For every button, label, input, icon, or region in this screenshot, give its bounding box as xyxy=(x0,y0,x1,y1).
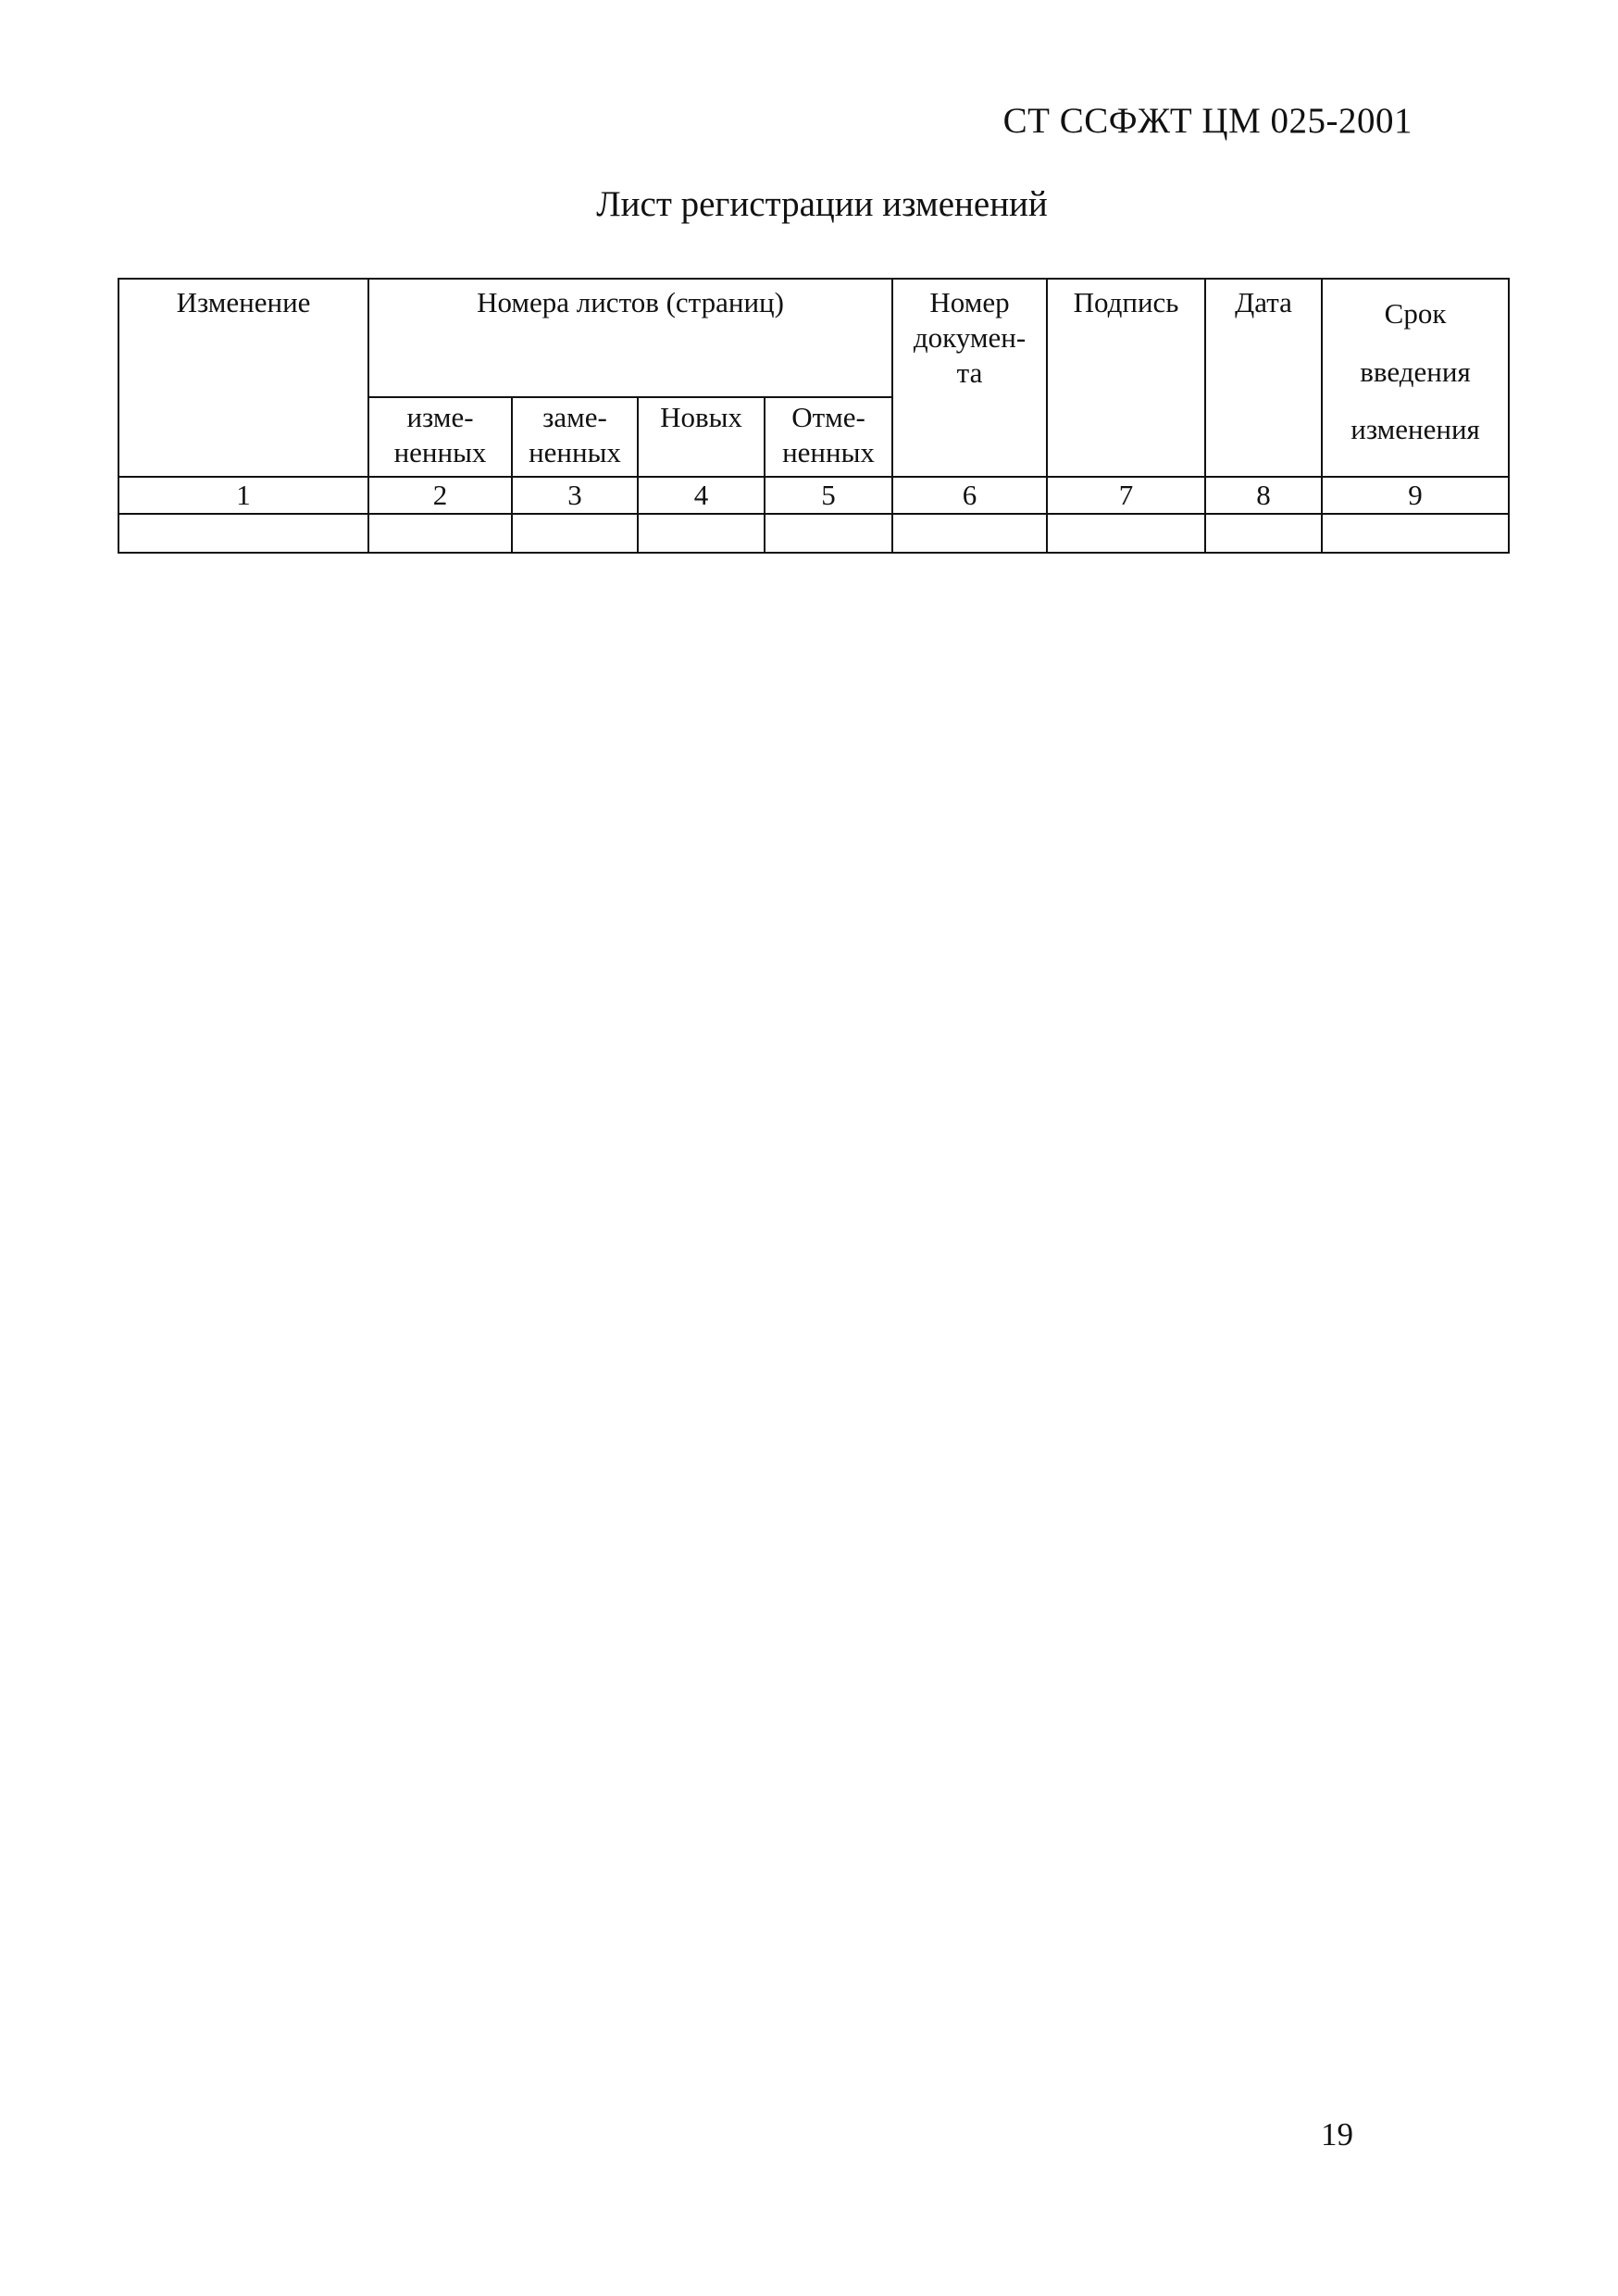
table-cell xyxy=(1047,514,1205,553)
column-number-cell: 7 xyxy=(1047,477,1205,514)
column-header-change: Изменение xyxy=(118,279,368,477)
table-cell xyxy=(118,514,368,553)
table-row xyxy=(118,514,1509,553)
page-title: Лист регистрации изменений xyxy=(596,184,1048,224)
column-header-effective-date: Срок введения изменения xyxy=(1322,279,1509,477)
column-header-sheet-numbers: Номера листов (страниц) xyxy=(368,279,892,397)
column-number-cell: 5 xyxy=(765,477,892,514)
subheader-changed: изме- ненных xyxy=(368,397,512,477)
page-number: 19 xyxy=(1321,2116,1353,2152)
column-number-cell: 6 xyxy=(892,477,1047,514)
subheader-new: Новых xyxy=(638,397,765,477)
column-number-cell: 2 xyxy=(368,477,512,514)
table-cell xyxy=(765,514,892,553)
table-cell xyxy=(1322,514,1509,553)
subheader-cancelled: Отме- ненных xyxy=(765,397,892,477)
column-number-cell: 8 xyxy=(1205,477,1322,514)
column-number-cell: 4 xyxy=(638,477,765,514)
column-header-document-number: Номер докумен- та xyxy=(892,279,1047,477)
subheader-replaced: заме- ненных xyxy=(512,397,638,477)
column-number-row xyxy=(118,477,1509,514)
column-number-cell: 1 xyxy=(118,477,368,514)
table-cell xyxy=(1205,514,1322,553)
table-cell xyxy=(892,514,1047,553)
table-cell xyxy=(368,514,512,553)
column-number-cell: 3 xyxy=(512,477,638,514)
change-registration-table xyxy=(118,278,1510,554)
column-number-cell: 9 xyxy=(1322,477,1509,514)
table-cell xyxy=(512,514,638,553)
column-header-date: Дата xyxy=(1205,279,1322,477)
document-code: СТ ССФЖТ ЦМ 025-2001 xyxy=(1002,101,1413,141)
column-header-signature: Подпись xyxy=(1047,279,1205,477)
table-cell xyxy=(638,514,765,553)
